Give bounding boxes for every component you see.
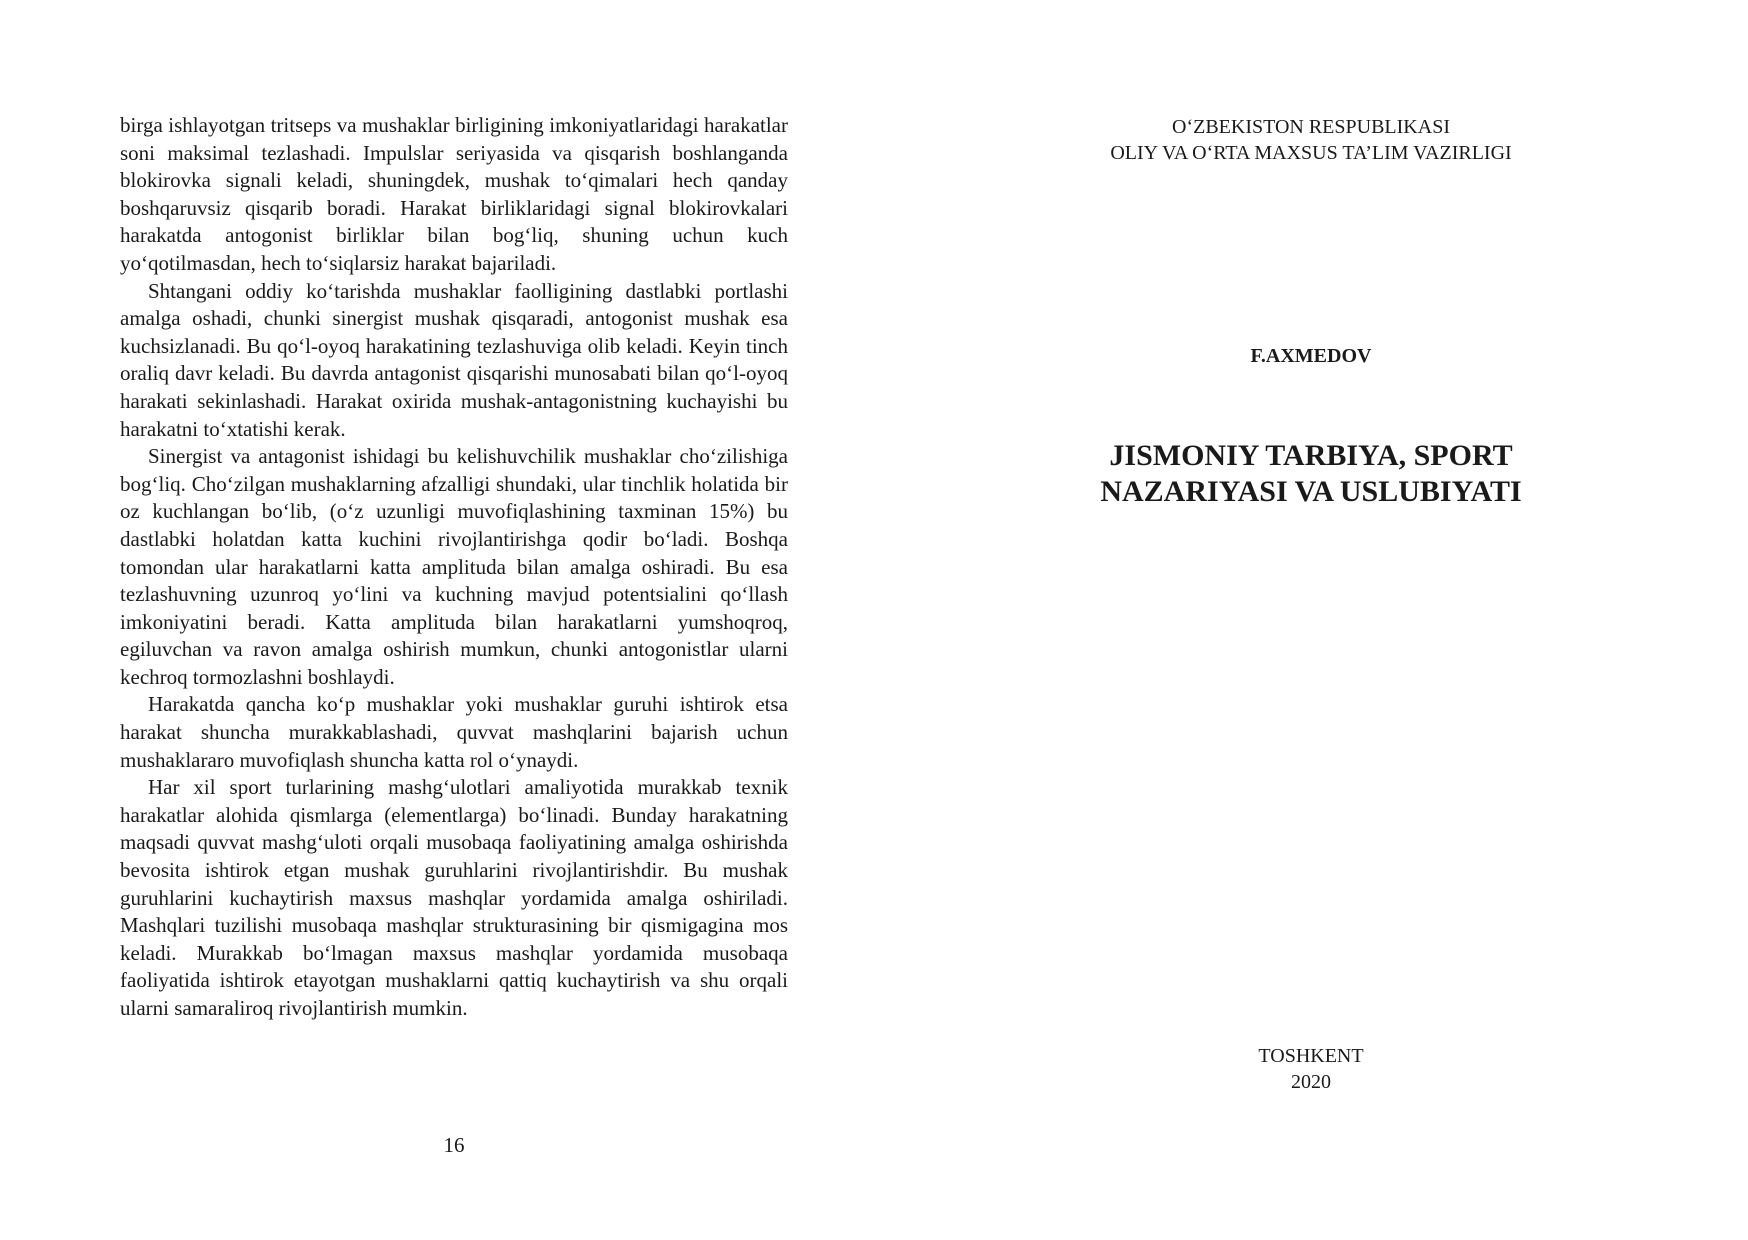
page-number: 16 bbox=[443, 1133, 465, 1157]
title-line-2: NAZARIYASI VA USLUBIYATI bbox=[1100, 475, 1522, 508]
ministry-line-2: OLIY VA O‘RTA MAXSUS TA’LIM VAZIRLIGI bbox=[1110, 142, 1512, 164]
book-title bbox=[874, 438, 1748, 510]
paragraph-5: Har xil sport turlarining mashg‘ulotlari amaliyotida murakkab texnik harakatlar alohida qismlarga (elementlarga) bo‘linadi. Bunday harakatning maqsadi quvvat mashg‘uloti orqali musobaqa faoliyatining amalga oshirishda bevosita ishtirok etgan mushak guruhlarini rivojlantirishdir. Bu mushak guruhlarini kuchaytirish maxsus mashqlar yordamida amalga oshiriladi. Mashqlari tuzilishi musobaqa mashqlar strukturasining bir qismigagina mos keladi. Murakkab bo‘lmagan maxsus mashqlar yordamida musobaqa faoliyatida ishtirok etayotgan mushaklarni qattiq kuchaytirish va shu orqali ularni samaraliroq rivojlantirish mumkin. bbox=[120, 775, 788, 1020]
paragraph-1: birga ishlayotgan tritseps va mushaklar birligining imkoniyatlaridagi harakatlar soni maksimal tezlashadi. Impulslar seriyasida va qisqarish boshlanganda blokirovka signali keladi, shuningdek, mushak to‘qimalari hech qanday boshqaruvsiz qisqarib boradi. Harakat birliklaridagi signal blokirovkalari harakatda antogonist birliklar bilan bog‘liq, shuning uchun kuch yo‘qotilmasdan, hech to‘siqlarsiz harakat bajariladi. bbox=[120, 113, 788, 275]
city: TOSHKENT bbox=[1258, 1045, 1364, 1067]
author-name: F.AXMEDOV bbox=[1250, 345, 1372, 367]
ministry-header bbox=[874, 114, 1748, 166]
paragraph-2: Shtangani oddiy ko‘tarishda mushaklar faolligining dastlabki portlashi amalga oshadi, chunki sinergist mushak qisqaradi, antogonist mushak esa kuchsizlanadi. Bu qo‘l-oyoq harakatining tezlashuviga olib keladi. Keyin tinch oraliq davr keladi. Bu davrda antagonist qisqarishi munosabati bilan qo‘l-oyoq harakati sekinlashadi. Harakat oxirida mushak-antagonistning kuchayishi bu harakatni to‘xtatishi kerak. bbox=[120, 278, 788, 441]
paragraph-3: Sinergist va antagonist ishidagi bu kelishuvchilik mushaklar cho‘zilishiga bog‘liq. Cho‘zilgan mushaklarning afzalligi shundaki, ular tinchlik holatida bir oz kuchlangan bo‘lib, (o‘z uzunligi muvofiqlashining taxminan 15%) bu dastlabki holatdan katta kuchini rivojlantirishga qodir bo‘ladi. Boshqa tomondan ular harakatlarni katta amplituda bilan amalga oshiradi. Bu esa tezlashuvning uzunroq yo‘lini va kuchning mavjud potentsialini qo‘llash imkoniyatini beradi. Katta amplituda bilan harakatlarni yumshoqroq, egiluvchan va ravon amalga oshirish mumkun, chunki antogonistlar ularni kechroq tormozlashni boshlaydi. bbox=[120, 444, 788, 689]
ministry-line-1: O‘ZBEKISTON RESPUBLIKASI bbox=[1172, 116, 1450, 138]
year: 2020 bbox=[1291, 1071, 1331, 1093]
body-text bbox=[120, 112, 788, 1023]
paragraph-4: Harakatda qancha ko‘p mushaklar yoki mushaklar guruhi ishtirok etsa harakat shuncha murakkablashadi, quvvat mashqlarini bajarish uchun mushaklararo muvofiqlash shuncha katta rol o‘ynaydi. bbox=[120, 692, 788, 772]
title-page bbox=[874, 0, 1748, 1240]
title-line-1: JISMONIY TARBIYA, SPORT bbox=[1109, 439, 1513, 472]
publication-place bbox=[874, 1043, 1748, 1095]
